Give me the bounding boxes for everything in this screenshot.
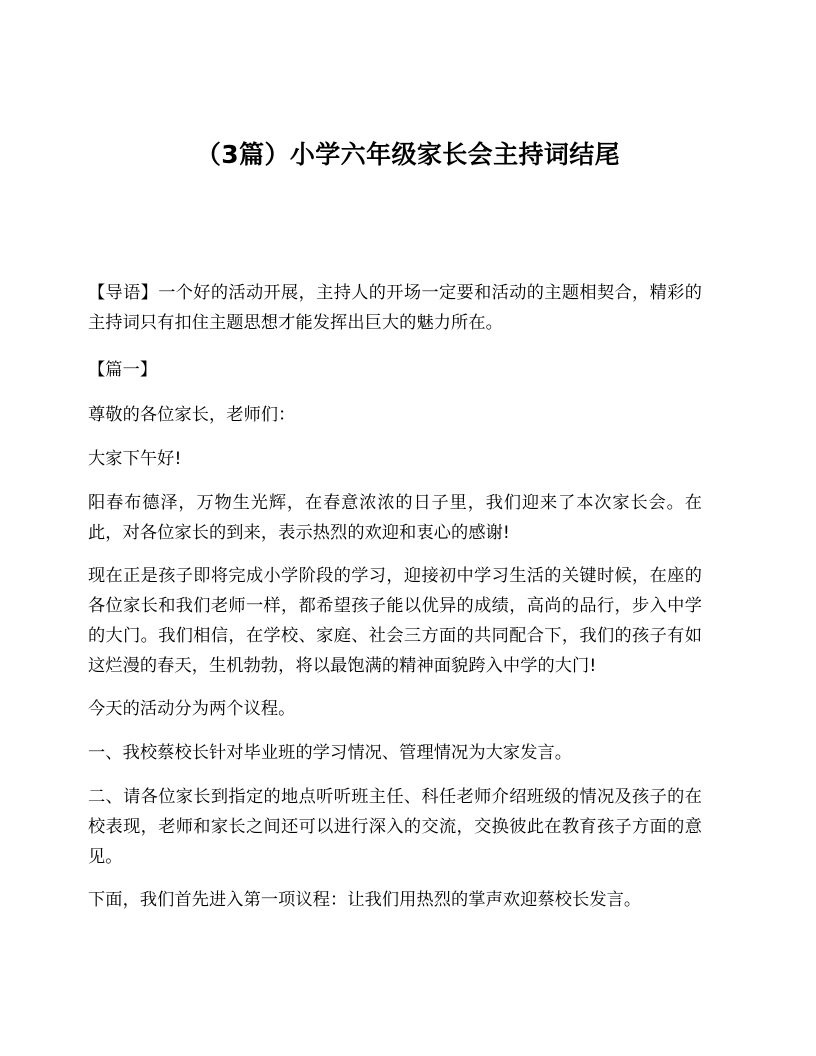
paragraph-opening: 阳春布德泽，万物生光辉，在春意浓浓的日子里，我们迎来了本次家长会。在此，对各位家长的到来，表示热烈的欢迎和衷心的感谢! (88, 493, 702, 543)
paragraph-greeting: 大家下午好! (88, 449, 182, 469)
paragraph-transition: 下面，我们首先进入第一项议程：让我们用热烈的掌声欢迎蔡校长发言。 (88, 890, 642, 910)
paragraph-salutation: 尊敬的各位家长，老师们： (88, 405, 296, 425)
paragraph-agenda-lead: 今天的活动分为两个议程。 (88, 699, 296, 719)
paragraph-section-marker-1: 【篇一】 (88, 360, 158, 380)
paragraph-context: 现在正是孩子即将完成小学阶段的学习，迎接初中学习生活的关键时候，在座的各位家长和我们老师一样，都希望孩子能以优异的成绩，高尚的品行，步入中学的大门。我们相信，在学校、家庭、社会三方面的共同配合下，我们的孩子有如这烂漫的春天，生机勃勃，将以最饱满的精神面貌跨入中学的大门! (88, 566, 702, 676)
paragraph-intro: 【导语】一个好的活动开展，主持人的开场一定要和活动的主题相契合，精彩的主持词只有扣住主题思想才能发挥出巨大的魅力所在。 (88, 283, 702, 333)
page-title: （3篇）小学六年级家长会主持词结尾 (195, 139, 621, 169)
document-body (88, 278, 702, 915)
paragraph-agenda-item-1: 一、我校蔡校长针对毕业班的学习情况、管理情况为大家发言。 (88, 743, 573, 763)
paragraph-agenda-item-2: 二、请各位家长到指定的地点听听班主任、科任老师介绍班级的情况及孩子的在校表现，老师和家长之间还可以进行深入的交流，交换彼此在教育孩子方面的意见。 (88, 787, 702, 867)
